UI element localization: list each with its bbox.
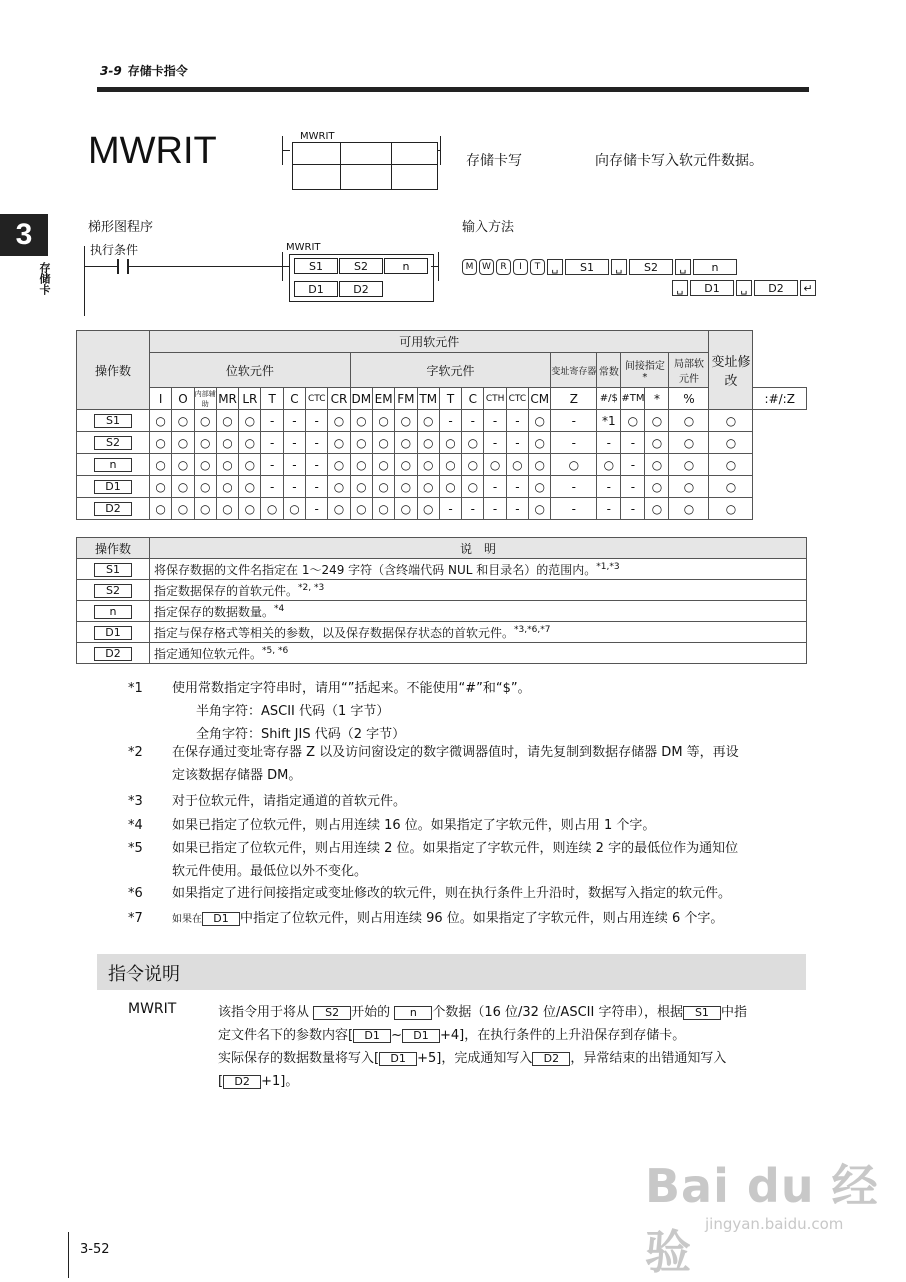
device-cell: - [506, 476, 528, 498]
device-cell: - [551, 476, 597, 498]
key-w: W [479, 259, 494, 275]
section-bar [97, 954, 806, 990]
device-cell: - [261, 432, 283, 454]
device-cell: ○ [484, 454, 506, 476]
device-cell: - [621, 476, 645, 498]
inline-operand-d1: D1 [379, 1052, 417, 1066]
device-cell: ○ [239, 498, 261, 520]
device-cell: ○ [439, 432, 461, 454]
subcol: CM [529, 388, 551, 410]
subcol: CTC [506, 388, 528, 410]
key-i: I [513, 259, 528, 275]
desc-text: 指定数据保存的首软元件。 [154, 583, 299, 598]
desc-row [77, 601, 807, 622]
explanation-body: 该指令用于将从 S2 开始的 n 个数据（16 位/32 位/ASCII 字符串），根据 S1 中指 定文件名下的参数内容[ D1 ~ D1 +4]，在执行条件的上升沿保存到存储卡。 实际保存的数据数量将写入[ D1 +5]，完成通知写入 D2 ，异常结束的出错通知写入 [ D2 +1]。 [218, 1005, 747, 1089]
device-cell: ○ [172, 498, 194, 520]
device-cell: - [551, 498, 597, 520]
local-device-header: 局部软元件 [669, 353, 709, 388]
device-cell: ○ [194, 476, 216, 498]
device-cell: ○ [172, 476, 194, 498]
running-header [100, 62, 188, 79]
subcol: C [462, 388, 484, 410]
desc-row [77, 559, 807, 580]
note-4: *4 如果已指定了位软元件，则占用连续 16 位。如果指定了字软元件，则占用 1 个字。 [128, 818, 656, 833]
available-header: 可用软元件 [150, 331, 709, 353]
device-cell: ○ [669, 454, 709, 476]
device-cell: ○ [417, 454, 439, 476]
device-cell: ○ [283, 498, 305, 520]
device-cell: ○ [621, 410, 645, 432]
input-keys-row1 [462, 259, 737, 275]
section-number: 3-9 [100, 64, 122, 78]
operand-key: D1 [94, 626, 132, 640]
input-d1: D1 [690, 280, 734, 296]
device-cell: ○ [216, 454, 238, 476]
footnote-ref: *2, *3 [298, 582, 325, 593]
desc-row [77, 643, 807, 664]
device-cell: ○ [395, 432, 417, 454]
desc-text: 将保存数据的文件名指定在 1～249 字符（含终端代码 NUL 和目录名）的范围内。 [154, 562, 597, 577]
device-cell: ○ [395, 498, 417, 520]
instruction-summary: 向存储卡写入软元件数据。 [595, 153, 763, 169]
device-cell: ○ [372, 410, 394, 432]
ladder-n: n [384, 258, 428, 274]
device-cell: ○ [194, 410, 216, 432]
ladder-d2: D2 [339, 281, 383, 297]
device-cell: - [597, 498, 621, 520]
device-cell: ○ [709, 454, 753, 476]
device-row [77, 476, 807, 498]
device-row [77, 454, 807, 476]
device-cell: ○ [395, 476, 417, 498]
constant-header: 常数 [597, 353, 621, 388]
device-cell: - [621, 498, 645, 520]
subcol: C [283, 388, 305, 410]
device-cell: ○ [350, 498, 372, 520]
device-cell: - [551, 410, 597, 432]
device-cell: ○ [417, 476, 439, 498]
device-cell: ○ [194, 432, 216, 454]
subcol: #/$ [597, 388, 621, 410]
operand-description-table [76, 537, 807, 664]
device-cell: ○ [645, 454, 669, 476]
subcol: CR [328, 388, 350, 410]
subcol: Z [551, 388, 597, 410]
subcol: CTC [306, 388, 328, 410]
space-key-icon: ␣ [672, 280, 688, 296]
subcol: #TM [621, 388, 645, 410]
operand-key: D1 [94, 480, 132, 494]
device-cell: ○ [328, 410, 350, 432]
device-cell: ○ [439, 454, 461, 476]
device-cell: ○ [709, 410, 753, 432]
section-title: 存储卡指令 [127, 64, 188, 78]
operand-key: n [94, 458, 132, 472]
ladder-diagram [84, 240, 444, 320]
inline-operand-s2: S2 [313, 1006, 351, 1020]
device-cell: - [597, 476, 621, 498]
device-cell: ○ [216, 498, 238, 520]
device-cell: ○ [395, 410, 417, 432]
inline-operand-d1: D1 [402, 1029, 440, 1043]
device-cell: ○ [350, 432, 372, 454]
device-cell: ○ [150, 476, 172, 498]
key-t: T [530, 259, 545, 275]
device-cell: - [484, 432, 506, 454]
subcol: * [645, 388, 669, 410]
device-cell: - [283, 454, 305, 476]
desc-row [77, 622, 807, 643]
device-cell: - [484, 498, 506, 520]
device-cell: ○ [529, 454, 551, 476]
subcol: CTH [484, 388, 506, 410]
explanation-title: 指令说明 [108, 964, 180, 985]
watermark-logo: Bai du 经验 [645, 1159, 879, 1279]
subcol: DM [350, 388, 372, 410]
device-cell: ○ [328, 432, 350, 454]
note-5: *5 如果已指定了位软元件，则占用连续 2 位。如果指定了字软元件，则连续 2 字的最低位作为通知位 软元件使用。最低位以外不变化。 [128, 841, 739, 879]
note-3: *3 对于位软元件，请指定通道的首软元件。 [128, 794, 407, 809]
ladder-s1: S1 [294, 258, 338, 274]
device-cell: - [462, 410, 484, 432]
device-cell: - [439, 498, 461, 520]
operand-key: D2 [94, 647, 132, 661]
subcol: MR [216, 388, 238, 410]
space-key-icon: ␣ [547, 259, 563, 275]
enter-key-icon: ↵ [800, 280, 816, 296]
desc-text: 指定保存的数据数量。 [154, 604, 275, 619]
device-cell: ○ [150, 454, 172, 476]
device-cell: - [306, 432, 328, 454]
operand-key: n [94, 605, 132, 619]
device-cell: ○ [645, 432, 669, 454]
device-cell: - [484, 410, 506, 432]
device-cell: - [283, 432, 305, 454]
inline-operand-d1: D1 [353, 1029, 391, 1043]
device-cell: ○ [194, 498, 216, 520]
input-keys-row2 [672, 280, 816, 296]
symbol-box [292, 142, 438, 190]
exec-condition-label: 执行条件 [90, 243, 139, 257]
index-register-header: 变址寄存器 [551, 353, 597, 388]
device-cell: ○ [372, 498, 394, 520]
device-cell: ○ [709, 432, 753, 454]
device-cell: ○ [417, 410, 439, 432]
device-cell: - [484, 476, 506, 498]
device-cell: - [283, 476, 305, 498]
operand-key: D2 [94, 502, 132, 516]
subcol: FM [395, 388, 417, 410]
device-cell: ○ [669, 498, 709, 520]
inline-operand-d2: D2 [532, 1052, 570, 1066]
footnote-ref: *5, *6 [262, 645, 289, 656]
device-cell: ○ [529, 410, 551, 432]
device-cell: ○ [417, 498, 439, 520]
inline-operand-d2: D2 [223, 1075, 261, 1089]
device-cell: - [439, 410, 461, 432]
footnote-ref: *1,*3 [596, 561, 620, 572]
subcol: LR [239, 388, 261, 410]
device-cell: ○ [261, 498, 283, 520]
device-cell: ○ [239, 410, 261, 432]
operand-header: 操作数 [77, 331, 150, 410]
device-cell: ○ [239, 432, 261, 454]
input-d2: D2 [754, 280, 798, 296]
subcol: :#/:Z [753, 388, 807, 410]
device-cell: ○ [529, 498, 551, 520]
device-cell: - [621, 432, 645, 454]
device-cell: ○ [350, 410, 372, 432]
chapter-tab: 3 [0, 214, 48, 256]
instruction-short-name: 存储卡写 [466, 153, 522, 169]
device-cell: ○ [551, 454, 597, 476]
page-margin-line [68, 1232, 69, 1278]
device-row [77, 410, 807, 432]
footnote-ref: *4 [274, 603, 285, 614]
device-cell: ○ [645, 410, 669, 432]
device-cell: - [597, 432, 621, 454]
device-cell: ○ [417, 432, 439, 454]
operand-key: S2 [94, 584, 132, 598]
subcol: T [261, 388, 283, 410]
desc-text: 指定与保存格式等相关的参数，以及保存数据保存状态的首软元件。 [154, 625, 515, 640]
input-s1: S1 [565, 259, 609, 275]
device-cell: ○ [669, 410, 709, 432]
contact-left [117, 259, 119, 274]
device-cell: ○ [462, 476, 484, 498]
device-cell: - [506, 410, 528, 432]
device-cell: ○ [172, 454, 194, 476]
key-r: R [496, 259, 511, 275]
device-cell: - [306, 410, 328, 432]
device-cell: ○ [645, 476, 669, 498]
instruction-symbol [282, 131, 442, 190]
device-cell: ○ [395, 454, 417, 476]
inline-operand-s1: S1 [683, 1006, 721, 1020]
device-cell: ○ [328, 476, 350, 498]
device-cell: ○ [529, 432, 551, 454]
ladder-s2: S2 [339, 258, 383, 274]
note-6: *6 如果指定了进行间接指定或变址修改的软元件，则在执行条件上升沿时，数据写入指定的软元件。 [128, 886, 732, 901]
subcol: TM [417, 388, 439, 410]
note-1: *1 使用常数指定字符串时，请用“”括起来。不能使用“#”和“$”。 半角字符：ASCII 代码（1 字节） 全角字符：Shift JIS 代码（2 字节） [128, 681, 531, 742]
inline-operand-n: n [394, 1006, 432, 1020]
device-cell: - [506, 498, 528, 520]
ladder-title: 梯形图程序 [88, 220, 154, 235]
modify-header: 变址修改 [709, 331, 753, 410]
word-devices-header: 字软元件 [350, 353, 551, 388]
device-cell: ○ [709, 498, 753, 520]
desc-row [77, 580, 807, 601]
device-row [77, 432, 807, 454]
device-cell: ○ [372, 432, 394, 454]
device-cell: ○ [172, 410, 194, 432]
device-cell: ○ [439, 476, 461, 498]
device-cell: - [462, 498, 484, 520]
desc-text-header: 说 明 [150, 538, 807, 559]
input-s2: S2 [629, 259, 673, 275]
device-cell: ○ [216, 432, 238, 454]
device-cell: - [261, 476, 283, 498]
device-cell: - [261, 454, 283, 476]
device-cell: ○ [669, 476, 709, 498]
device-cell: - [621, 454, 645, 476]
subcol: % [669, 388, 709, 410]
explanation-label: MWRIT [128, 1001, 177, 1017]
chapter-side-label: 存储卡 [38, 262, 51, 295]
subcol: O [172, 388, 194, 410]
device-cell: ○ [150, 498, 172, 520]
device-cell: ○ [372, 476, 394, 498]
symbol-label: MWRIT [300, 131, 335, 142]
inline-operand-d1: D1 [202, 912, 240, 926]
device-cell: ○ [328, 454, 350, 476]
space-key-icon: ␣ [675, 259, 691, 275]
note-7: *7 如果在 D1 中指定了位软元件，则占用连续 96 位。如果指定了字软元件，则占用连续 6 个字。 [128, 911, 724, 926]
device-cell: ○ [239, 476, 261, 498]
subcol: EM [372, 388, 394, 410]
device-cell: ○ [172, 432, 194, 454]
page-number: 3-52 [80, 1242, 110, 1257]
device-cell: ○ [529, 476, 551, 498]
bit-devices-header: 位软元件 [150, 353, 351, 388]
key-m: M [462, 259, 477, 275]
ladder-d1: D1 [294, 281, 338, 297]
device-cell: ○ [597, 454, 621, 476]
device-cell: ○ [150, 432, 172, 454]
device-cell: ○ [645, 498, 669, 520]
device-cell: ○ [350, 454, 372, 476]
device-cell: ○ [328, 498, 350, 520]
device-cell: ○ [239, 454, 261, 476]
device-cell: ○ [372, 454, 394, 476]
input-method-title: 输入方法 [462, 220, 515, 235]
space-key-icon: ␣ [736, 280, 752, 296]
indirect-header: 间接指定 * [621, 353, 669, 388]
desc-op-header: 操作数 [77, 538, 150, 559]
device-table [76, 330, 807, 520]
input-n: n [693, 259, 737, 275]
subcol: 内部辅助 [194, 389, 216, 408]
device-cell: - [306, 476, 328, 498]
space-key-icon: ␣ [611, 259, 627, 275]
device-cell: ○ [194, 454, 216, 476]
instruction-title: MWRIT [88, 130, 217, 172]
device-cell: ○ [462, 454, 484, 476]
operand-key: S1 [94, 414, 132, 428]
watermark-url: jingyan.baidu.com [705, 1215, 844, 1233]
device-cell: ○ [669, 432, 709, 454]
operand-key: S2 [94, 436, 132, 450]
device-cell: - [306, 454, 328, 476]
footnote-ref: *3,*6,*7 [514, 624, 551, 635]
device-cell: ○ [216, 410, 238, 432]
subcol: T [439, 388, 461, 410]
ladder-instr-label: MWRIT [286, 242, 321, 253]
device-cell: ○ [350, 476, 372, 498]
operand-key: S1 [94, 563, 132, 577]
device-cell: ○ [506, 454, 528, 476]
device-cell: ○ [150, 410, 172, 432]
device-cell: - [506, 432, 528, 454]
device-cell: *1 [597, 410, 621, 432]
header-rule [97, 87, 809, 92]
device-cell: - [551, 432, 597, 454]
note-2: *2 在保存通过变址寄存器 Z 以及访问窗设定的数字微调器值时，请先复制到数据存储器 DM 等，再设 定该数据存储器 DM。 [128, 745, 739, 783]
subcol: I [150, 388, 172, 410]
desc-text: 指定通知位软元件。 [154, 646, 263, 661]
device-cell: - [283, 410, 305, 432]
device-cell: - [306, 498, 328, 520]
device-cell: ○ [216, 476, 238, 498]
device-cell: - [261, 410, 283, 432]
device-cell: ○ [709, 476, 753, 498]
device-row [77, 498, 807, 520]
device-cell: ○ [462, 432, 484, 454]
